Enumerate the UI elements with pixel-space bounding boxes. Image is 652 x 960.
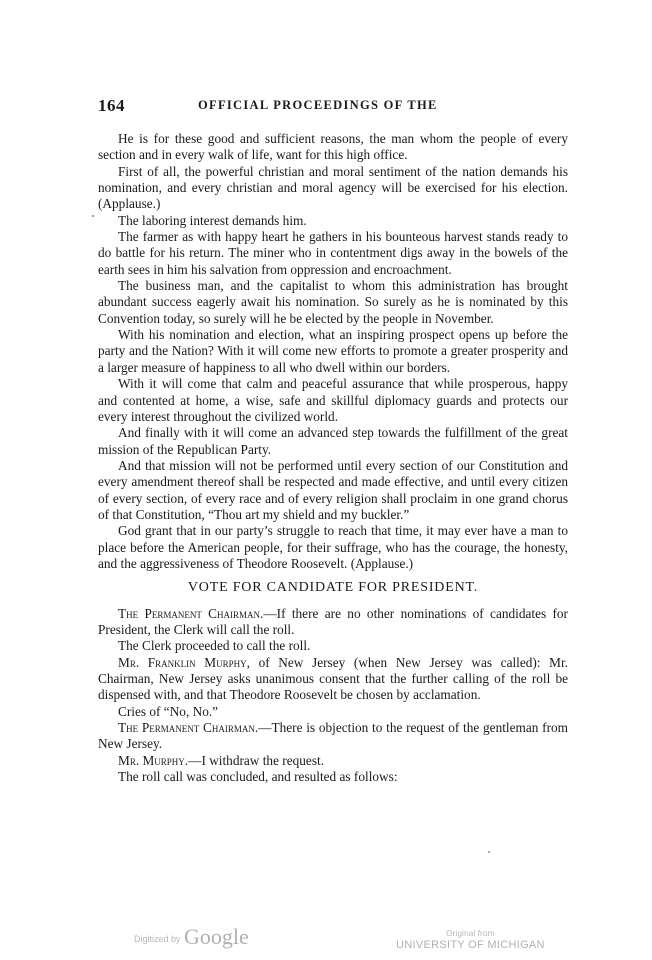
paragraph: And finally with it will come an advanced step towards the fulfillment of the great mission of the Republican Party. (98, 425, 568, 457)
vote-paragraph (98, 606, 568, 639)
vote-paragraph (98, 655, 568, 704)
original-from-label: Original from (446, 928, 495, 938)
running-head: OFFICIAL PROCEEDINGS OF THE (198, 98, 438, 112)
digitization-footer (0, 924, 652, 960)
page-header (98, 96, 568, 116)
paragraph: God grant that in our party’s struggle to reach that time, it may ever have a man to place before the American people, for their suffrage, who has the courage, the honesty, and the aggressiveness of Theodore Roosevelt. (Applause.) (98, 523, 568, 571)
speech-text: —There is objection to the request of the gentleman from New Jersey. (98, 720, 568, 752)
speech-text: —If there are no other nominations of candidates for President, the Clerk will call the roll. (98, 605, 568, 637)
university-label: UNIVERSITY OF MICHIGAN (396, 939, 545, 951)
page-speck (488, 851, 490, 853)
section-heading: VOTE FOR CANDIDATE FOR PRESIDENT. (187, 580, 479, 596)
vote-paragraph: The Clerk proceeded to call the roll. (118, 638, 311, 654)
body-text (98, 131, 568, 785)
paragraph: And that mission will not be performed until every section of our Constitution and every amendment thereof shall be respected and made effective, and until every citizen of every section, of every race and of every religion shall proclaim in one grand chorus of that Constitution, “Thou art my shield and my buckler.” (98, 457, 568, 522)
page-speck (92, 215, 94, 217)
speaker-name: The Permanent Chairman. (118, 605, 264, 621)
speech-text: of New Jersey (when New Jersey was called): Mr. Chairman, New Jersey asks unanimous consent that the further calling of the roll be dispensed with, and that Theodore Roosevelt be chosen by acclamation. (98, 654, 569, 703)
page-number: 164 (98, 96, 125, 115)
digitized-by-label: Digitized by (134, 934, 181, 944)
vote-paragraph (98, 753, 568, 769)
speech-text: —I withdraw the request. (188, 752, 325, 768)
paragraph: With it will come that calm and peaceful assurance that while prosperous, happy and contented at home, a wise, safe and skillful diplomacy guards and protects our every interest throughout the civilized world. (98, 376, 568, 424)
paragraph: The farmer as with happy heart he gathers in his bounteous harvest stands ready to do battle for his return. The miner who in contentment digs away in the bowels of the earth sees in him his salvation from oppression and encroachment. (98, 229, 568, 277)
vote-paragraph: Cries of “No, No.” (118, 703, 219, 719)
speaker-name: Mr. Murphy. (118, 752, 189, 768)
vote-paragraph: The roll call was concluded, and resulted as follows: (118, 769, 398, 785)
paragraph: With his nomination and election, what an inspiring prospect opens up before the party and the Nation? With it will come new efforts to promote a greater prosperity and a larger measure of happiness to all who dwell within our borders. (98, 327, 568, 375)
paragraph: The business man, and the capitalist to whom this administration has brought abundant success eagerly await his nomination. So surely as he is nominated by this Convention today, so surely will he be elected by the people in November. (98, 278, 568, 326)
vote-paragraph (98, 720, 568, 753)
speaker-name: Mr. Franklin Murphy, (118, 654, 250, 670)
paragraph: He is for these good and sufficient reasons, the man whom the people of every section and in every walk of life, want for this high office. (98, 131, 568, 163)
speaker-name: The Permanent Chairman. (118, 720, 259, 736)
paragraph: The laboring interest demands him. (118, 212, 307, 228)
google-logo: Google (184, 924, 249, 949)
paragraph: First of all, the powerful christian and moral sentiment of the nation demands his nomination, and every christian and moral agency will be exercised for his election. (Applause.) (98, 163, 568, 212)
